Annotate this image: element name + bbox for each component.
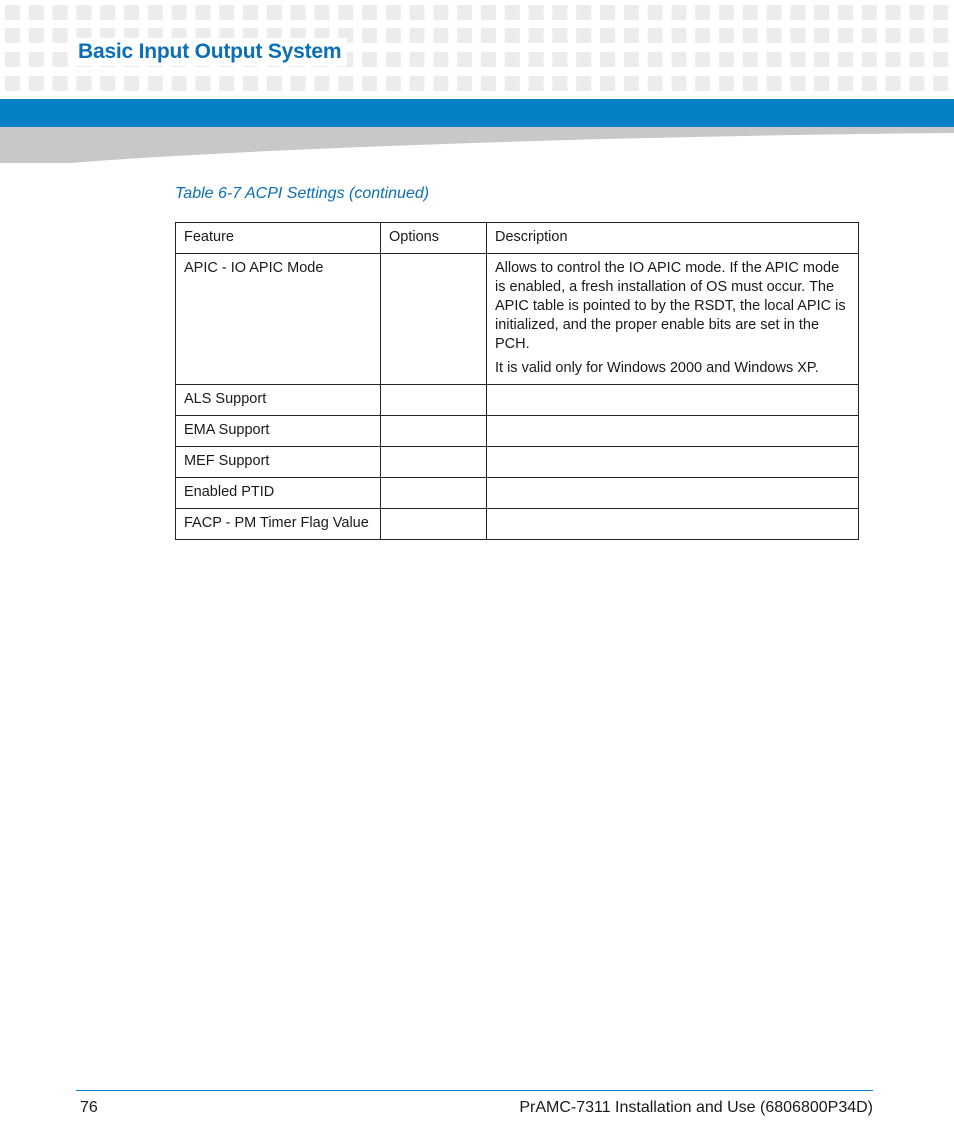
pattern-square — [671, 76, 686, 91]
pattern-square — [148, 76, 163, 91]
page-number: 76 — [80, 1099, 98, 1116]
pattern-square — [457, 52, 472, 67]
pattern-square — [838, 76, 853, 91]
pattern-square — [695, 76, 710, 91]
description-cell — [487, 478, 859, 509]
pattern-square — [433, 52, 448, 67]
table-header-row — [176, 223, 859, 254]
table-row — [176, 447, 859, 478]
pattern-square — [743, 28, 758, 43]
pattern-square — [624, 5, 639, 20]
pattern-square — [148, 5, 163, 20]
pattern-square — [671, 5, 686, 20]
pattern-square — [529, 28, 544, 43]
pattern-square — [457, 28, 472, 43]
pattern-square — [814, 28, 829, 43]
pattern-square — [314, 76, 329, 91]
pattern-square — [767, 52, 782, 67]
feature-cell: ALS Support — [176, 385, 381, 416]
pattern-square — [933, 28, 948, 43]
pattern-square — [862, 5, 877, 20]
pattern-square — [838, 5, 853, 20]
options-cell — [381, 385, 487, 416]
pattern-square — [600, 28, 615, 43]
pattern-square — [76, 5, 91, 20]
options-cell — [381, 416, 487, 447]
pattern-square — [53, 76, 68, 91]
pattern-square — [767, 76, 782, 91]
pattern-square — [386, 28, 401, 43]
pattern-square — [552, 28, 567, 43]
pattern-square — [933, 52, 948, 67]
pattern-square — [909, 52, 924, 67]
pattern-square — [124, 76, 139, 91]
pattern-square — [648, 5, 663, 20]
feature-cell: FACP - PM Timer Flag Value — [176, 509, 381, 540]
pattern-square — [314, 5, 329, 20]
pattern-square — [671, 52, 686, 67]
footer-rule — [76, 1090, 873, 1091]
section-title: Basic Input Output System — [76, 38, 347, 66]
pattern-square — [862, 76, 877, 91]
pattern-square — [53, 52, 68, 67]
table-row — [176, 509, 859, 540]
pattern-square — [600, 5, 615, 20]
description-cell — [487, 416, 859, 447]
feature-cell: EMA Support — [176, 416, 381, 447]
pattern-square — [5, 28, 20, 43]
pattern-square — [576, 76, 591, 91]
pattern-square — [886, 76, 901, 91]
acpi-settings-table — [175, 222, 859, 540]
header-blue-band — [0, 99, 954, 127]
feature-cell: APIC - IO APIC Mode — [176, 254, 381, 385]
pattern-square — [219, 5, 234, 20]
pattern-square — [886, 28, 901, 43]
pattern-square — [719, 5, 734, 20]
pattern-square — [410, 28, 425, 43]
pattern-square — [172, 5, 187, 20]
pattern-square — [576, 5, 591, 20]
pattern-square — [410, 76, 425, 91]
document-title: PrAMC-7311 Installation and Use (6806800P34D) — [519, 1099, 873, 1116]
pattern-square — [195, 76, 210, 91]
pattern-square — [529, 5, 544, 20]
pattern-square — [719, 52, 734, 67]
pattern-square — [219, 76, 234, 91]
column-header-feature: Feature — [176, 223, 381, 254]
pattern-square — [5, 52, 20, 67]
pattern-square — [362, 5, 377, 20]
pattern-square — [814, 5, 829, 20]
pattern-square — [172, 76, 187, 91]
pattern-square — [790, 5, 805, 20]
pattern-square — [195, 5, 210, 20]
pattern-square — [695, 28, 710, 43]
pattern-square — [338, 5, 353, 20]
pattern-square — [243, 76, 258, 91]
pattern-square — [790, 76, 805, 91]
pattern-square — [100, 76, 115, 91]
pattern-square — [624, 28, 639, 43]
column-header-description: Description — [487, 223, 859, 254]
pattern-square — [457, 76, 472, 91]
pattern-square — [291, 5, 306, 20]
pattern-square — [552, 76, 567, 91]
pattern-square — [933, 5, 948, 20]
pattern-square — [743, 52, 758, 67]
pattern-square — [838, 52, 853, 67]
pattern-square — [767, 5, 782, 20]
pattern-square — [124, 5, 139, 20]
table-caption: Table 6-7 ACPI Settings (continued) — [175, 185, 430, 202]
description-paragraph: It is valid only for Windows 2000 and Windows XP. — [495, 360, 819, 376]
pattern-square — [386, 52, 401, 67]
options-cell — [381, 509, 487, 540]
pattern-square — [743, 76, 758, 91]
table-row — [176, 385, 859, 416]
pattern-square — [695, 52, 710, 67]
table-row — [176, 478, 859, 509]
description-cell — [487, 254, 859, 385]
feature-cell: Enabled PTID — [176, 478, 381, 509]
pattern-square — [862, 52, 877, 67]
description-cell — [487, 385, 859, 416]
pattern-square — [386, 5, 401, 20]
pattern-square — [648, 52, 663, 67]
pattern-square — [552, 52, 567, 67]
pattern-square — [433, 76, 448, 91]
pattern-square — [76, 76, 91, 91]
description-cell — [487, 447, 859, 478]
pattern-square — [29, 52, 44, 67]
pattern-square — [790, 28, 805, 43]
feature-cell: MEF Support — [176, 447, 381, 478]
pattern-square — [53, 5, 68, 20]
options-cell — [381, 254, 487, 385]
pattern-square — [767, 28, 782, 43]
pattern-square — [410, 5, 425, 20]
pattern-square — [505, 5, 520, 20]
pattern-square — [5, 76, 20, 91]
pattern-square — [243, 5, 258, 20]
pattern-square — [29, 28, 44, 43]
pattern-square — [53, 28, 68, 43]
options-cell — [381, 447, 487, 478]
pattern-square — [481, 76, 496, 91]
pattern-square — [505, 52, 520, 67]
pattern-square — [529, 52, 544, 67]
pattern-square — [5, 5, 20, 20]
pattern-square — [481, 28, 496, 43]
pattern-square — [576, 52, 591, 67]
pattern-square — [291, 76, 306, 91]
description-cell — [487, 509, 859, 540]
options-cell — [381, 478, 487, 509]
pattern-square — [886, 52, 901, 67]
pattern-square — [505, 28, 520, 43]
pattern-square — [838, 28, 853, 43]
pattern-square — [267, 5, 282, 20]
table-row — [176, 416, 859, 447]
pattern-square — [362, 76, 377, 91]
pattern-square — [362, 52, 377, 67]
pattern-square — [648, 76, 663, 91]
pattern-square — [933, 76, 948, 91]
pattern-square — [100, 5, 115, 20]
description-paragraph: Allows to control the IO APIC mode. If the APIC mode is enabled, a fresh installation of OS must occur. The APIC table is pointed to by the RSDT, the local APIC is initialized, and the proper enable bits are set in the PCH. — [495, 260, 846, 352]
pattern-square — [695, 5, 710, 20]
pattern-square — [29, 76, 44, 91]
pattern-square — [909, 76, 924, 91]
pattern-square — [386, 76, 401, 91]
pattern-square — [790, 52, 805, 67]
pattern-square — [909, 28, 924, 43]
pattern-square — [671, 28, 686, 43]
pattern-square — [743, 5, 758, 20]
pattern-square — [862, 28, 877, 43]
pattern-square — [624, 52, 639, 67]
pattern-square — [909, 5, 924, 20]
pattern-square — [529, 76, 544, 91]
pattern-square — [362, 28, 377, 43]
pattern-square — [433, 28, 448, 43]
pattern-square — [624, 76, 639, 91]
pattern-square — [719, 28, 734, 43]
pattern-square — [410, 52, 425, 67]
pattern-square — [600, 52, 615, 67]
pattern-square — [600, 76, 615, 91]
pattern-square — [814, 52, 829, 67]
pattern-square — [267, 76, 282, 91]
table-row — [176, 254, 859, 385]
pattern-square — [886, 5, 901, 20]
pattern-square — [505, 76, 520, 91]
pattern-square — [433, 5, 448, 20]
pattern-square — [457, 5, 472, 20]
pattern-square — [814, 76, 829, 91]
pattern-square — [552, 5, 567, 20]
pattern-square — [576, 28, 591, 43]
pattern-square — [338, 76, 353, 91]
pattern-square — [648, 28, 663, 43]
pattern-square — [481, 5, 496, 20]
pattern-square — [481, 52, 496, 67]
pattern-square — [29, 5, 44, 20]
column-header-options: Options — [381, 223, 487, 254]
header-gray-swoosh — [0, 127, 954, 163]
pattern-square — [719, 76, 734, 91]
